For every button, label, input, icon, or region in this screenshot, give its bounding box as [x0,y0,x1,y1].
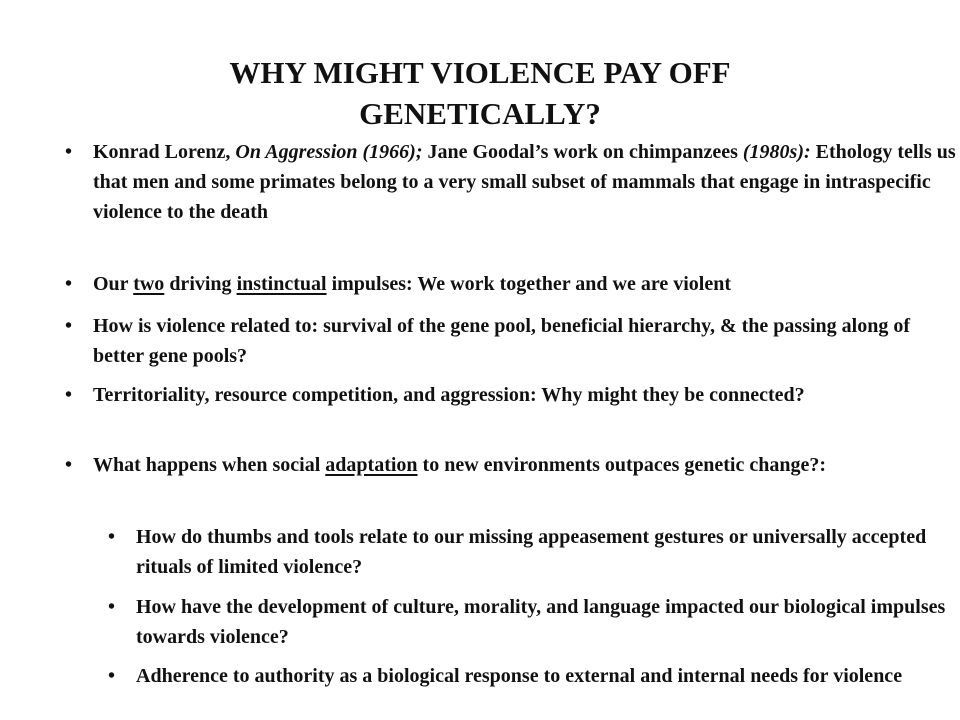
slide-title [120,52,840,134]
bullet-text: How have the development of culture, morality, and language impacted our biological impulses towards violence? [136,596,946,648]
bullet-text: driving [164,273,237,295]
book-title: On Aggression (1966); [235,141,423,163]
bullet-text: Konrad Lorenz, [93,141,236,163]
bullet-text: Adherence to authority as a biological response to external and internal needs for violence [136,665,903,687]
bullet-text: How do thumbs and tools relate to our missing appeasement gestures or universally accepted rituals of limited violence? [136,526,927,578]
bullet-social-adaptation [93,450,960,480]
bullet-territoriality [93,380,960,410]
date-range: (1980s): [742,141,811,163]
underlined-word: adaptation [325,454,418,476]
slide-title-line-1: WHY MIGHT VIOLENCE PAY OFF [229,55,731,90]
bullet-text: Ethology tells us that men and some primates belong to a very small subset of mammals that engage in intraspecific violence to the death [93,141,956,223]
underlined-word: two [133,273,165,295]
underlined-word: instinctual [236,273,327,295]
bullet-text: Territoriality, resource competition, and aggression: Why might they be connected? [93,384,805,406]
sub-bullet-culture-morality [136,592,960,652]
sub-bullet-authority [136,661,960,691]
bullet-gene-pool [93,311,960,371]
bullet-text: Jane Goodal’s work on chimpanzees [422,141,743,163]
bullet-text: What happens when social [93,454,326,476]
bullet-text: How is violence related to: survival of the gene pool, beneficial hierarchy, & the passing along of better gene pools? [93,315,910,367]
bullet-two-impulses [93,269,960,299]
slide-title-line-2: GENETICALLY? [359,96,601,131]
bullet-text: to new environments outpaces genetic change?: [417,454,827,476]
bullet-text: Our [93,273,134,295]
sub-bullet-thumbs-tools [136,522,960,582]
bullet-lorenz-goodall [93,137,960,227]
bullet-text: impulses: We work together and we are violent [326,273,732,295]
